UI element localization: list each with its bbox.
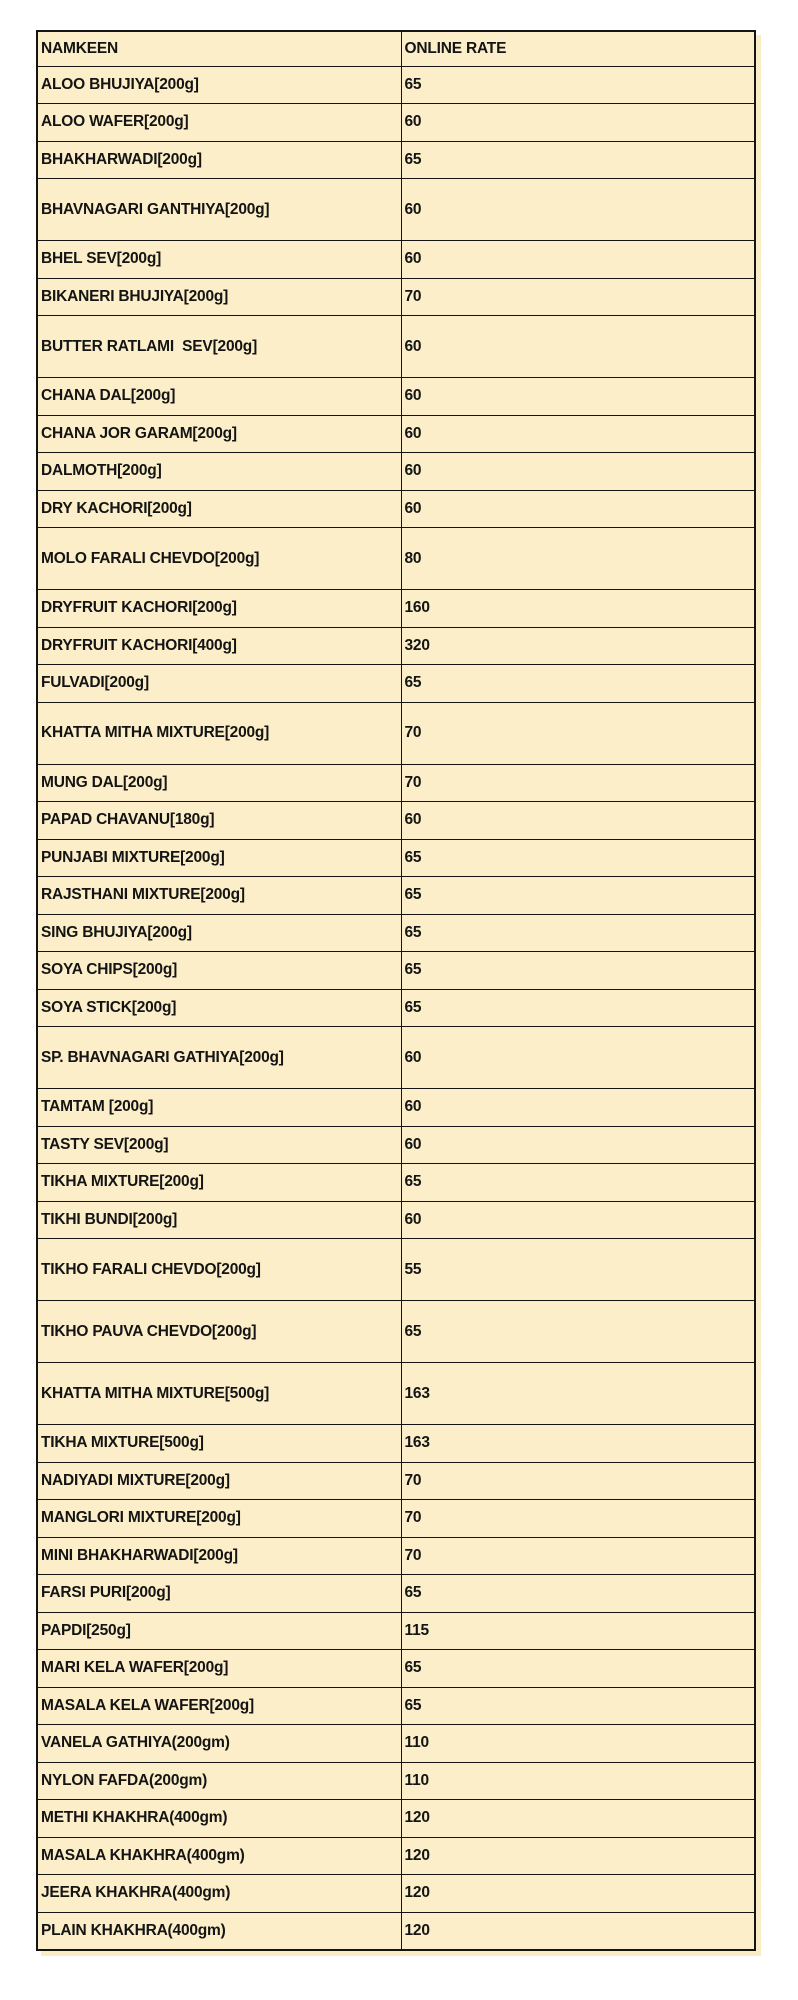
item-name-cell: SP. BHAVNAGARI GATHIYA[200g] xyxy=(37,1027,401,1089)
item-name-cell: DRYFRUIT KACHORI[400g] xyxy=(37,627,401,665)
item-name-cell: JEERA KHAKHRA(400gm) xyxy=(37,1875,401,1913)
column-header-online-rate: ONLINE RATE xyxy=(401,31,755,66)
item-name-cell: TAMTAM [200g] xyxy=(37,1089,401,1127)
table-row xyxy=(37,1612,755,1650)
table-row xyxy=(37,453,755,491)
item-name-cell: MASALA KHAKHRA(400gm) xyxy=(37,1837,401,1875)
item-rate-cell: 65 xyxy=(401,141,755,179)
item-rate-cell: 65 xyxy=(401,1575,755,1613)
item-name-cell: BUTTER RATLAMI SEV[200g] xyxy=(37,316,401,378)
table-row xyxy=(37,528,755,590)
item-rate-cell: 60 xyxy=(401,490,755,528)
item-name-cell: MUNG DAL[200g] xyxy=(37,764,401,802)
table-row xyxy=(37,1500,755,1538)
item-rate-cell: 55 xyxy=(401,1239,755,1301)
item-rate-cell: 65 xyxy=(401,1650,755,1688)
item-name-cell: BIKANERI BHUJIYA[200g] xyxy=(37,278,401,316)
item-rate-cell: 65 xyxy=(401,952,755,990)
item-name-cell: NYLON FAFDA(200gm) xyxy=(37,1762,401,1800)
item-name-cell: ALOO WAFER[200g] xyxy=(37,104,401,142)
item-rate-cell: 60 xyxy=(401,415,755,453)
table-row xyxy=(37,1301,755,1363)
item-rate-cell: 70 xyxy=(401,278,755,316)
item-name-cell: SOYA CHIPS[200g] xyxy=(37,952,401,990)
item-name-cell: NADIYADI MIXTURE[200g] xyxy=(37,1462,401,1500)
item-name-cell: TIKHI BUNDI[200g] xyxy=(37,1201,401,1239)
table-row xyxy=(37,316,755,378)
item-name-cell: SOYA STICK[200g] xyxy=(37,989,401,1027)
item-rate-cell: 65 xyxy=(401,1687,755,1725)
table-row xyxy=(37,490,755,528)
item-name-cell: FARSI PURI[200g] xyxy=(37,1575,401,1613)
item-name-cell: TIKHO PAUVA CHEVDO[200g] xyxy=(37,1301,401,1363)
header-row xyxy=(37,31,755,66)
table-row xyxy=(37,141,755,179)
item-name-cell: DRY KACHORI[200g] xyxy=(37,490,401,528)
item-rate-cell: 65 xyxy=(401,66,755,104)
item-name-cell: ALOO BHUJIYA[200g] xyxy=(37,66,401,104)
item-name-cell: CHANA DAL[200g] xyxy=(37,378,401,416)
item-rate-cell: 115 xyxy=(401,1612,755,1650)
table-row xyxy=(37,1089,755,1127)
item-name-cell: BHAKHARWADI[200g] xyxy=(37,141,401,179)
table-row xyxy=(37,1725,755,1763)
item-rate-cell: 60 xyxy=(401,241,755,279)
table-row xyxy=(37,665,755,703)
table-row xyxy=(37,1650,755,1688)
table-row xyxy=(37,415,755,453)
table-row xyxy=(37,1800,755,1838)
item-rate-cell: 110 xyxy=(401,1762,755,1800)
item-name-cell: RAJSTHANI MIXTURE[200g] xyxy=(37,877,401,915)
table-row xyxy=(37,1201,755,1239)
item-rate-cell: 60 xyxy=(401,1027,755,1089)
item-name-cell: TIKHO FARALI CHEVDO[200g] xyxy=(37,1239,401,1301)
item-name-cell: KHATTA MITHA MIXTURE[200g] xyxy=(37,702,401,764)
item-name-cell: MARI KELA WAFER[200g] xyxy=(37,1650,401,1688)
item-name-cell: DALMOTH[200g] xyxy=(37,453,401,491)
table-row xyxy=(37,1425,755,1463)
item-name-cell: MASALA KELA WAFER[200g] xyxy=(37,1687,401,1725)
table-row xyxy=(37,590,755,628)
item-rate-cell: 70 xyxy=(401,1537,755,1575)
item-rate-cell: 70 xyxy=(401,702,755,764)
item-name-cell: MANGLORI MIXTURE[200g] xyxy=(37,1500,401,1538)
table-row xyxy=(37,104,755,142)
item-name-cell: CHANA JOR GARAM[200g] xyxy=(37,415,401,453)
item-rate-cell: 65 xyxy=(401,989,755,1027)
item-rate-cell: 120 xyxy=(401,1875,755,1913)
table-row xyxy=(37,914,755,952)
item-rate-cell: 120 xyxy=(401,1912,755,1950)
table-row xyxy=(37,1575,755,1613)
table-row xyxy=(37,1912,755,1950)
item-rate-cell: 60 xyxy=(401,104,755,142)
item-rate-cell: 65 xyxy=(401,839,755,877)
item-rate-cell: 70 xyxy=(401,1500,755,1538)
item-rate-cell: 120 xyxy=(401,1837,755,1875)
item-name-cell: FULVADI[200g] xyxy=(37,665,401,703)
table-row xyxy=(37,702,755,764)
table-row xyxy=(37,627,755,665)
item-rate-cell: 60 xyxy=(401,378,755,416)
item-rate-cell: 60 xyxy=(401,802,755,840)
table-row xyxy=(37,764,755,802)
item-rate-cell: 80 xyxy=(401,528,755,590)
namkeen-price-table xyxy=(36,30,756,1951)
item-rate-cell: 163 xyxy=(401,1425,755,1463)
item-rate-cell: 60 xyxy=(401,1126,755,1164)
item-rate-cell: 70 xyxy=(401,1462,755,1500)
table-row xyxy=(37,179,755,241)
item-name-cell: PAPDI[250g] xyxy=(37,1612,401,1650)
table-row xyxy=(37,877,755,915)
item-name-cell: METHI KHAKHRA(400gm) xyxy=(37,1800,401,1838)
table-row xyxy=(37,66,755,104)
item-name-cell: MINI BHAKHARWADI[200g] xyxy=(37,1537,401,1575)
item-rate-cell: 60 xyxy=(401,1089,755,1127)
table-row xyxy=(37,952,755,990)
item-rate-cell: 163 xyxy=(401,1363,755,1425)
item-rate-cell: 60 xyxy=(401,453,755,491)
table-row xyxy=(37,1762,755,1800)
item-rate-cell: 160 xyxy=(401,590,755,628)
table-row xyxy=(37,1239,755,1301)
table-row xyxy=(37,1027,755,1089)
table-row xyxy=(37,1537,755,1575)
table-row xyxy=(37,1164,755,1202)
item-name-cell: KHATTA MITHA MIXTURE[500g] xyxy=(37,1363,401,1425)
item-rate-cell: 70 xyxy=(401,764,755,802)
table-row xyxy=(37,839,755,877)
item-rate-cell: 65 xyxy=(401,1301,755,1363)
item-name-cell: PLAIN KHAKHRA(400gm) xyxy=(37,1912,401,1950)
table-row xyxy=(37,278,755,316)
table-row xyxy=(37,378,755,416)
table-row xyxy=(37,1837,755,1875)
table-row xyxy=(37,241,755,279)
table-body xyxy=(37,66,755,1950)
item-name-cell: SING BHUJIYA[200g] xyxy=(37,914,401,952)
item-name-cell: VANELA GATHIYA(200gm) xyxy=(37,1725,401,1763)
item-rate-cell: 65 xyxy=(401,665,755,703)
item-name-cell: PUNJABI MIXTURE[200g] xyxy=(37,839,401,877)
item-rate-cell: 65 xyxy=(401,914,755,952)
table-row xyxy=(37,1687,755,1725)
item-name-cell: TIKHA MIXTURE[500g] xyxy=(37,1425,401,1463)
item-rate-cell: 320 xyxy=(401,627,755,665)
item-name-cell: BHEL SEV[200g] xyxy=(37,241,401,279)
table-row xyxy=(37,1363,755,1425)
item-name-cell: MOLO FARALI CHEVDO[200g] xyxy=(37,528,401,590)
item-rate-cell: 65 xyxy=(401,877,755,915)
item-name-cell: TIKHA MIXTURE[200g] xyxy=(37,1164,401,1202)
table-row xyxy=(37,1875,755,1913)
item-rate-cell: 110 xyxy=(401,1725,755,1763)
item-rate-cell: 60 xyxy=(401,1201,755,1239)
item-rate-cell: 60 xyxy=(401,316,755,378)
item-rate-cell: 65 xyxy=(401,1164,755,1202)
item-name-cell: PAPAD CHAVANU[180g] xyxy=(37,802,401,840)
item-name-cell: TASTY SEV[200g] xyxy=(37,1126,401,1164)
column-header-namkeen: NAMKEEN xyxy=(37,31,401,66)
table-row xyxy=(37,989,755,1027)
item-rate-cell: 60 xyxy=(401,179,755,241)
table-row xyxy=(37,1462,755,1500)
table-row xyxy=(37,1126,755,1164)
item-rate-cell: 120 xyxy=(401,1800,755,1838)
item-name-cell: DRYFRUIT KACHORI[200g] xyxy=(37,590,401,628)
item-name-cell: BHAVNAGARI GANTHIYA[200g] xyxy=(37,179,401,241)
table-row xyxy=(37,802,755,840)
